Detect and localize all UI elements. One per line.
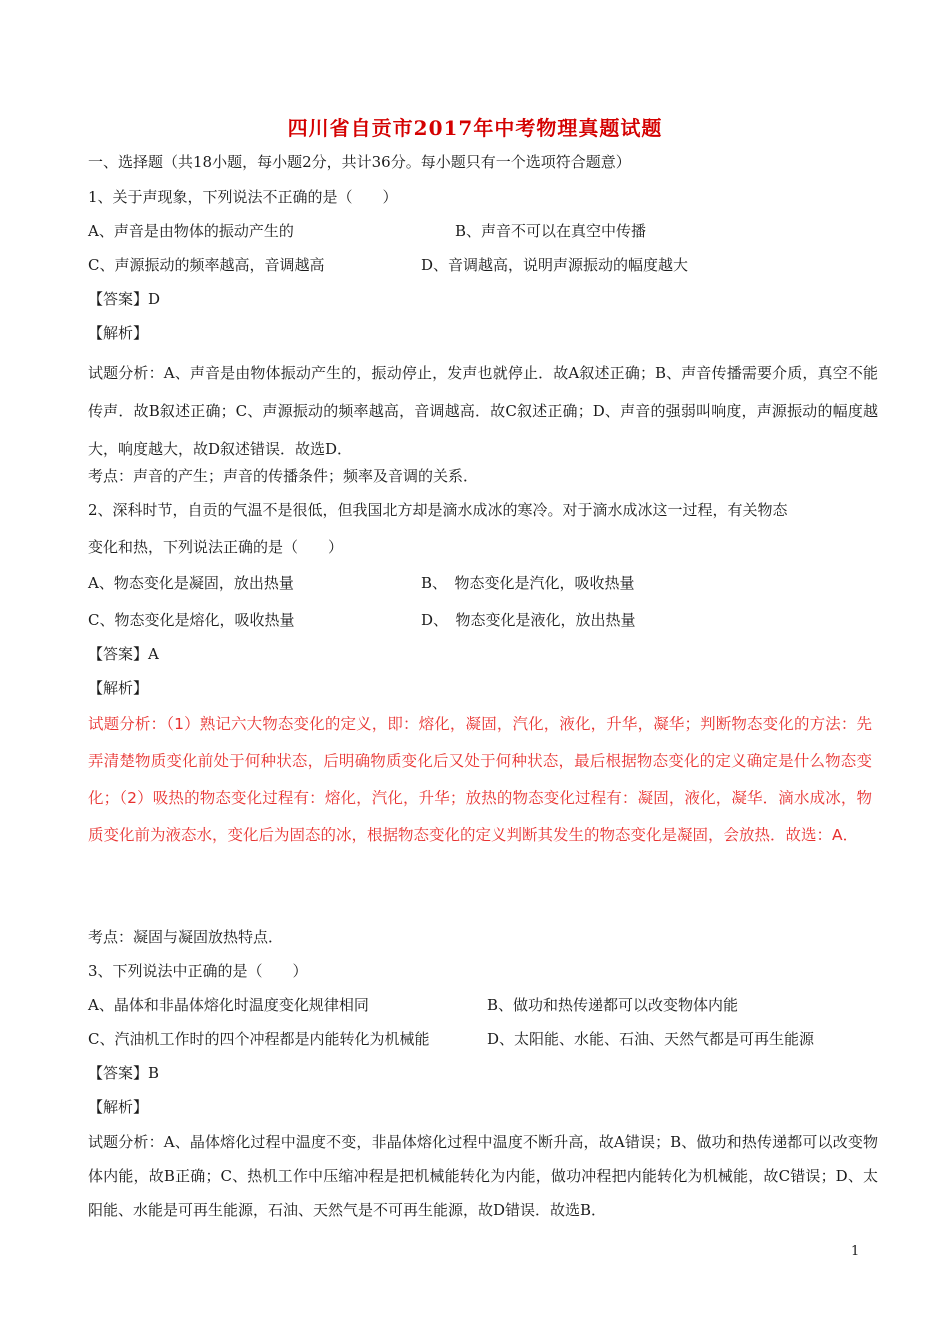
- q1-option-b: B、声音不可以在真空中传播: [455, 222, 647, 240]
- q1-answer: 【答案】D: [88, 290, 161, 308]
- q3-option-a: A、晶体和非晶体熔化时温度变化规律相同: [88, 996, 369, 1014]
- q1-option-c: C、声源振动的频率越高，音调越高: [88, 256, 325, 274]
- page-title: 四川省自贡市2017年中考物理真题试题: [287, 116, 663, 140]
- q2-stem-line1: 2、深科时节，自贡的气温不是很低，但我国北方却是滴水成冰的寒冷。对于滴水成冰这一过程，有关物态: [88, 501, 788, 519]
- q2-option-d: D、 物态变化是液化，放出热量: [421, 611, 636, 629]
- q3-option-d: D、太阳能、水能、石油、天然气都是可再生能源: [487, 1030, 815, 1048]
- q2-answer: 【答案】A: [88, 645, 159, 663]
- page-number: 1: [851, 1244, 860, 1259]
- q1-stem: 1、关于声现象，下列说法不正确的是（ ）: [88, 188, 398, 206]
- q3-stem: 3、下列说法中正确的是（ ）: [88, 962, 308, 980]
- q2-analysis: 试题分析：（1）熟记六大物态变化的定义，即：熔化，凝固，汽化，液化，升华，凝华；判断物态变化的方法：先弄清楚物质变化前处于何种状态，后明确物质变化后又处于何种状态，最后根据物态变化的定义确定是什么物态变化；（2）吸热的物态变化过程有：熔化，汽化，升华；放热的物态变化过程有：凝固，液化，凝华．滴水成冰，物质变化前为液态水，变化后为固态的冰，根据物态变化的定义判断其发生的物态变化是凝固，会放热．故选：A．: [88, 715, 872, 844]
- q2-point: 考点：凝固与凝固放热特点．: [88, 928, 284, 946]
- q1-analysis: 试题分析：A、声音是由物体振动产生的，振动停止，发声也就停止．故A叙述正确；B、声音传播需要介质，真空不能传声．故B叙述正确；C、声源振动的频率越高，音调越高．故C叙述正确；D、声音的强弱叫响度，声源振动的幅度越大，响度越大，故D叙述错误．故选D．: [88, 364, 878, 458]
- q2-stem-line2: 变化和热，下列说法正确的是（ ）: [88, 538, 344, 556]
- q1-option-d: D、音调越高，说明声源振动的幅度越大: [421, 256, 689, 274]
- q1-option-a: A、声音是由物体的振动产生的: [88, 222, 294, 240]
- q3-analysis-label: 【解析】: [88, 1098, 149, 1116]
- q2-analysis-label: 【解析】: [88, 679, 149, 697]
- section-heading: 一、选择题（共18小题，每小题2分，共计36分。每小题只有一个选项符合题意）: [88, 153, 631, 171]
- q1-analysis-label: 【解析】: [88, 324, 149, 342]
- q3-option-c: C、汽油机工作时的四个冲程都是内能转化为机械能: [88, 1030, 430, 1048]
- q3-analysis: 试题分析：A、晶体熔化过程中温度不变，非晶体熔化过程中温度不断升高，故A错误；B、做功和热传递都可以改变物体内能，故B正确；C、热机工作中压缩冲程是把机械能转化为内能，做功冲程把内能转化为机械能，故C错误；D、太阳能、水能是可再生能源，石油、天然气是不可再生能源，故D错误．故选B．: [88, 1133, 878, 1219]
- q2-option-a: A、物态变化是凝固，放出热量: [88, 574, 294, 592]
- q3-answer: 【答案】B: [88, 1064, 160, 1082]
- q1-point: 考点：声音的产生；声音的传播条件；频率及音调的关系．: [88, 467, 479, 485]
- q3-option-b: B、做功和热传递都可以改变物体内能: [487, 996, 739, 1014]
- q2-option-b: B、 物态变化是汽化，吸收热量: [421, 574, 635, 592]
- q2-option-c: C、物态变化是熔化，吸收热量: [88, 611, 295, 629]
